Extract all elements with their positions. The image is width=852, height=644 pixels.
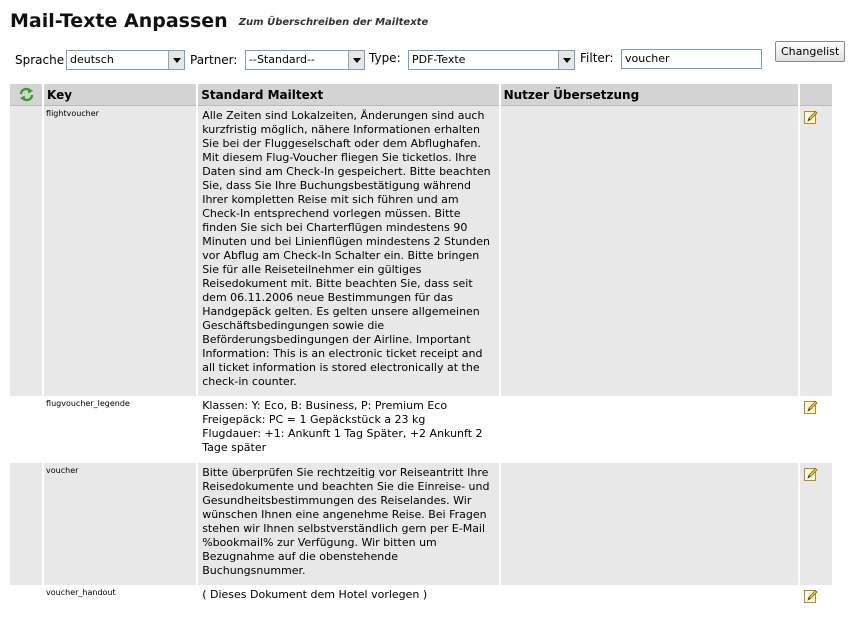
partner-select-value: --Standard--: [249, 53, 315, 66]
table-row: [10, 106, 832, 396]
row-key: voucher_handout: [46, 588, 116, 597]
refresh-icon[interactable]: [10, 84, 42, 105]
chevron-down-icon[interactable]: [348, 51, 364, 69]
page-header: [10, 10, 428, 32]
mailtext-table: [8, 84, 834, 609]
row-key: flugvoucher_legende: [46, 399, 130, 408]
edit-pencil-icon[interactable]: [800, 585, 832, 606]
row-mailtext: Alle Zeiten sind Lokalzeiten, Änderungen sind auch kurzfristig möglich, nähere Informationen erhalten Sie bei der Fluggeselschaft oder dem Abflughafen. Mit diesem Flug-Voucher fliegen Sie ticketlos. Ihre Daten sind am Check-In gespeichert. Bitte beachten Sie, dass Sie Ihre Buchungsbestätigung während Ihrer kompletten Reise mit sich führen und am Check-In entsprechend vorlegen müssen. Bitte finden Sie sich bei Charterflügen mindestens 90 Minuten und bei Linienflügen mindestens 2 Stunden vor Abflug am Check-In Schalter ein. Bitte bringen Sie für alle Reiseteilnehmer ein gültiges Reisedokument mit. Bitte beachten Sie, dass seit dem 06.11.2006 neue Bestimmungen für das Handgepäck gelten. Es gelten unsere allgemeinen Geschäftsbedingungen sowie die Beförderungsbedingungen der Airline. Important Information: This is an electronic ticket receipt and all ticket information is stored electronically at the check-in counter.: [202, 109, 491, 388]
row-mailtext: ( Dieses Dokument dem Hotel vorlegen ): [202, 588, 428, 601]
column-header-nutzer-uebersetzung: Nutzer Übersetzung: [501, 84, 798, 106]
type-select-value: PDF-Texte: [412, 53, 466, 66]
column-header-key: Key: [44, 84, 196, 106]
type-select[interactable]: [408, 50, 575, 70]
type-label: Type:: [369, 51, 401, 65]
partner-select[interactable]: [245, 50, 365, 70]
sprache-select-value: deutsch: [70, 53, 114, 66]
row-spacer-cell: [10, 106, 42, 396]
row-mailtext: Klassen: Y: Eco, B: Business, P: Premium Eco Freigepäck: PC = 1 Gepäckstück a 23 kg Flugdauer: +1: Ankunft 1 Tag Später, +2 Ankunft 2 Tage später: [202, 399, 483, 454]
table-row: [10, 463, 832, 585]
chevron-down-icon[interactable]: [558, 51, 574, 69]
row-mailtext: Bitte überprüfen Sie rechtzeitig vor Reiseantritt Ihre Reisedokumente und beachten Sie die Einreise- und Gesundheitsbestimmungen des Reiselandes. Wir wünschen Ihnen eine angenehme Reise. Bei Fragen stehen wir Ihnen selbstverständlich gern per E-Mail %bookmail% zur Verfügung. Wir bitten um Bezugnahme auf die obenstehende Buchungsnummer.: [202, 466, 490, 577]
row-spacer-cell: [10, 463, 42, 585]
row-user-translation: [501, 463, 798, 477]
page-subtitle: Zum Überschreiben der Mailtexte: [238, 17, 429, 28]
row-user-translation: [501, 585, 798, 599]
edit-pencil-icon[interactable]: [800, 463, 832, 484]
edit-pencil-icon[interactable]: [800, 396, 832, 417]
table-row: [10, 585, 832, 609]
filter-label: Filter:: [580, 51, 614, 65]
row-key: flightvoucher: [46, 109, 99, 118]
page-title: Mail-Texte Anpassen: [10, 10, 228, 32]
refresh-header-cell[interactable]: [10, 84, 42, 106]
row-spacer-cell: [10, 396, 42, 463]
row-spacer-cell: [10, 585, 42, 609]
table-row: [10, 396, 832, 463]
column-header-standard-mailtext: Standard Mailtext: [198, 84, 498, 106]
filter-input[interactable]: voucher: [621, 49, 762, 69]
changelist-button[interactable]: Changelist: [775, 41, 845, 62]
partner-label: Partner:: [190, 53, 238, 67]
row-user-translation: [501, 106, 798, 120]
sprache-select[interactable]: [66, 50, 185, 70]
row-user-translation: [501, 396, 798, 410]
edit-pencil-icon[interactable]: [800, 106, 832, 127]
column-header-actions: [800, 84, 832, 106]
chevron-down-icon[interactable]: [168, 51, 184, 69]
sprache-label: Sprache: [15, 53, 65, 67]
row-key: voucher: [46, 466, 79, 475]
table-header-row: [10, 84, 832, 106]
filter-bar: [0, 40, 852, 76]
